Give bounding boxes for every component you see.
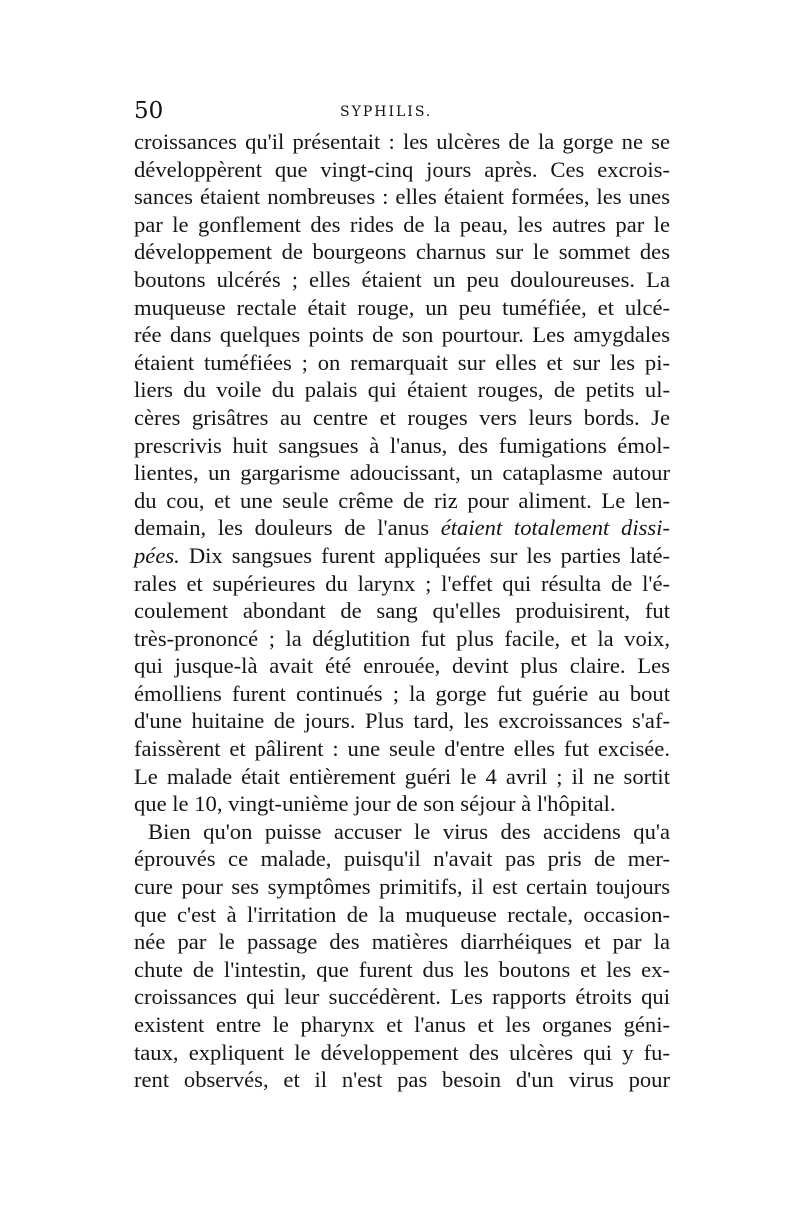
- text-line: du cou, et une seule crême de riz pour aliment. Le len-: [134, 487, 670, 513]
- text-line: émolliens furent continués ; la gorge fut guérie au bout: [134, 680, 670, 706]
- text-line: Bien qu'on puisse accuser le virus des accidens qu'a: [148, 818, 670, 844]
- text-line: taux, expliquent le développement des ulcères qui y fu-: [134, 1039, 670, 1065]
- text-line: prescrivis huit sangsues à l'anus, des fumigations émol-: [134, 432, 670, 458]
- body-text: [134, 128, 670, 1094]
- italic-run: étaient totalement dissi-: [440, 515, 670, 541]
- text-line: qui jusque-là avait été enrouée, devint plus claire. Les: [134, 653, 670, 679]
- text-line: lientes, un gargarisme adoucissant, un cataplasme autour: [134, 460, 670, 486]
- text-line: que le 10, vingt-unième jour de son séjour à l'hôpital.: [134, 791, 616, 817]
- text-line: rent observés, et il n'est pas besoin d'un virus pour: [134, 1067, 670, 1093]
- text-line: sances étaient nombreuses : elles étaient formées, les unes: [134, 184, 670, 210]
- text-line: coulement abondant de sang qu'elles produisirent, fut: [134, 598, 670, 624]
- text-line: croissances qu'il présentait : les ulcères de la gorge ne se: [134, 129, 670, 154]
- page-number: 50: [134, 98, 164, 124]
- text-line: rée dans quelques points de son pourtour. Les amygdales: [134, 322, 670, 348]
- text-line: par le gonflement des rides de la peau, les autres par le: [134, 211, 670, 237]
- italic-run: pées.: [134, 542, 180, 568]
- text-line: faissèrent et pâlirent : une seule d'entre elles fut excisée.: [134, 736, 670, 762]
- text-line: d'une huitaine de jours. Plus tard, les excroissances s'af-: [134, 708, 670, 734]
- text-line: existent entre le pharynx et l'anus et les organes géni-: [134, 1012, 670, 1037]
- text-line: étaient tuméfiées ; on remarquait sur elles et sur les pi-: [134, 349, 670, 375]
- text-line: Le malade était entièrement guéri le 4 avril ; il ne sortit: [134, 763, 670, 789]
- text-run: Dix sangsues furent appliquées sur les parties laté-: [179, 542, 670, 568]
- text-line: développement de bourgeons charnus sur le sommet des: [134, 239, 670, 265]
- text-line: [134, 514, 670, 542]
- running-title: SYPHILIS.: [340, 104, 433, 120]
- text-line: boutons ulcérés ; elles étaient un peu douloureuses. La: [134, 266, 670, 292]
- text-line: cure pour ses symptômes primitifs, il est certain toujours: [134, 874, 670, 900]
- text-line: chute de l'intestin, que furent dus les boutons et les ex-: [134, 956, 670, 982]
- text-line: que c'est à l'irritation de la muqueuse rectale, occasion-: [134, 901, 670, 927]
- text-line: rales et supérieures du larynx ; l'effet qui résulta de l'é-: [134, 570, 670, 596]
- text-line: muqueuse rectale était rouge, un peu tuméfiée, et ulcé-: [134, 294, 670, 320]
- text-line: éprouvés ce malade, puisqu'il n'avait pas pris de mer-: [134, 846, 670, 872]
- text-line: cères grisâtres au centre et rouges vers leurs bords. Je: [134, 404, 670, 430]
- text-run: demain, les douleurs de l'anus: [134, 515, 441, 541]
- text-line: croissances qui leur succédèrent. Les rapports étroits qui: [134, 984, 670, 1010]
- text-line: née par le passage des matières diarrhéiques et par la: [134, 929, 670, 955]
- text-line: [134, 542, 670, 570]
- text-line: liers du voile du palais qui étaient rouges, de petits ul-: [134, 377, 670, 403]
- text-line: développèrent que vingt-cinq jours après. Ces excrois-: [134, 156, 670, 182]
- running-head: [134, 96, 670, 126]
- text-line: très-prononcé ; la déglutition fut plus facile, et la voix,: [134, 625, 670, 651]
